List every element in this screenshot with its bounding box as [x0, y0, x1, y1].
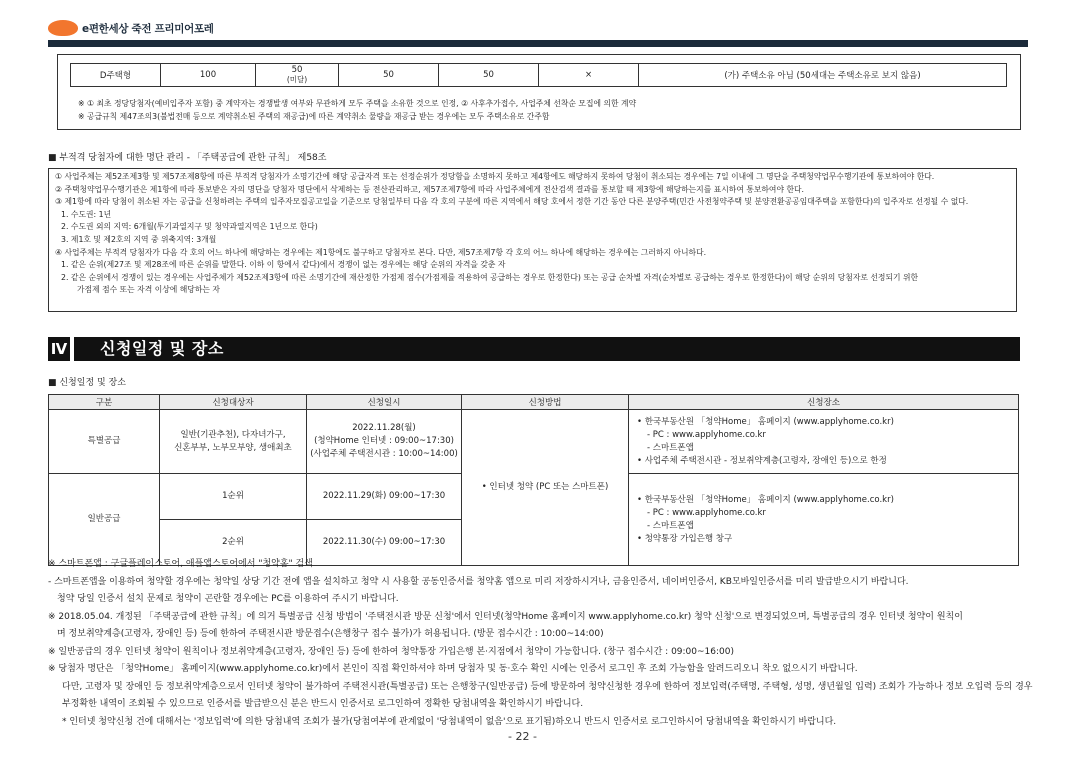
- note-line: ※ 스마트폰앱 : 구글플레이스토어, 애플앱스토어에서 "청약홈" 검색: [48, 559, 313, 569]
- column-header: 신청방법: [462, 395, 629, 410]
- header-divider-bar: [48, 40, 1028, 47]
- table-cell: [256, 64, 339, 87]
- cell-line: • 한국부동산원 「청약Home」 홈페이지 (www.applyhome.co.kr): [637, 416, 894, 427]
- rank2-date: 2022.11.30(수) 09:00~17:30: [307, 520, 462, 566]
- cell-line: - 스마트폰앱: [647, 442, 694, 453]
- general-supply-label: 일반공급: [49, 474, 160, 566]
- rule-subitem: 3. 제1호 및 제2호의 지역 중 위축지역: 3개월: [61, 234, 217, 244]
- cell-line: (청약Home 인터넷 : 09:00~17:30): [314, 436, 454, 446]
- eligibility-notes: [78, 97, 636, 123]
- note-line: ※ ① 최초 정당당첨자(예비입주자 포함) 중 계약자는 경쟁발생 여부와 무관하게 모두 주택을 소유한 것으로 인정, ② 사후추가접수, 사업주체 선착순 모집에 의한 계약: [78, 99, 637, 108]
- rule-section-title: ■ 부적격 당첨자에 대한 명단 관리 - 「주택공급에 관한 규칙」 제58조: [48, 153, 327, 163]
- table-cell: 50: [339, 64, 439, 87]
- special-supply-date: [307, 410, 462, 474]
- cell-subvalue: (미달): [286, 75, 308, 84]
- cell-line: 2022.11.28(월): [352, 423, 416, 433]
- special-supply-place: [629, 410, 1019, 474]
- cell-line: - 스마트폰앱: [647, 520, 694, 531]
- brand-logo-icon: [48, 20, 78, 36]
- cell-line: (사업주체 주택전시관 : 10:00~14:00): [310, 449, 458, 459]
- note-line: 부정확한 내역이 조회될 수 있으므로 인증서를 발급받으신 분은 반드시 인증서로 로그인하여 정확한 당첨내역을 확인하시기 바랍니다.: [62, 699, 584, 709]
- table-cell: D주택형: [71, 64, 161, 87]
- rule-item: ② 주택청약업무수행기관은 제1항에 따라 통보받은 자의 명단을 당첨자 명단에서 삭제하는 등 전산관리하고, 제57조제7항에 따라 사업주체에게 전산검색 결과를 통보할 때 제3항에 해당하는지를 표시하여 통보하여야 한다.: [55, 184, 805, 194]
- rule-item: ① 사업주체는 제52조제3항 및 제57조제8항에 따른 부적격 당첨자가 소명기간에 해당 공급자격 또는 선정순위가 정당함을 소명하지 못하고 제4항에도 해당하지 못하여 당첨이 취소되는 경우에는 7일 이내에 그 명단을 주택청약업무수행기관에 통보하여야 한다.: [55, 172, 935, 181]
- cell-line: 신혼부부, 노부모부양, 생애최초: [174, 442, 292, 453]
- chapter-number: Ⅳ: [48, 337, 70, 361]
- note-line: 다만, 고령자 및 장애인 등 정보취약계층으로서 인터넷 청약이 불가하여 주택전시관(특별공급) 또는 은행창구(일반공급) 등에 방문하여 청약신청한 경우에 한하여 정보입력(주택명, 주택형, 성명, 생년월일 입력) 조회가 가능하나 정보 오입력 등의 경우: [62, 681, 1033, 692]
- notes-block: [48, 556, 1033, 731]
- cell-line: • 한국부동산원 「청약Home」 홈페이지 (www.applyhome.co.kr): [637, 494, 894, 505]
- schedule-section-title: ■ 신청일정 및 장소: [48, 378, 126, 388]
- note-line: 며 정보취약계층(고령자, 장애인 등) 등에 한하여 주택전시관 방문접수(은행창구 접수 불가)가 허용됩니다. (방문 접수시간 : 10:00~14:00): [57, 629, 604, 639]
- note-line: ※ 2018.05.04. 개정된 「주택공급에 관한 규칙」에 의거 특별공급 신청 방법이 '주택전시관 방문 신청'에서 인터넷(청약Home 홈페이지 www.applyhome.co.kr) 청약 신청'으로 변경되었으며, 특별공급의 경우 인터넷 청약이 원칙이: [48, 611, 963, 622]
- cell-line: - PC : www.applyhome.co.kr: [647, 429, 766, 440]
- column-header: 신청대상자: [160, 395, 307, 410]
- special-supply-label: 특별공급: [49, 410, 160, 474]
- rule-subitem: 가점제 점수 또는 자격 이상에 해당하는 자: [77, 285, 220, 295]
- column-header: 구분: [49, 395, 160, 410]
- note-line: ※ 공급규칙 제47조의3(불법전매 등으로 계약취소된 주택의 재공급)에 따른 계약취소 물량을 재공급 받는 경우에는 모두 주택소유로 간주함: [78, 112, 550, 121]
- general-supply-place: [629, 474, 1019, 566]
- page-number: - 22 -: [508, 730, 537, 743]
- eligibility-box: [57, 54, 1021, 130]
- note-line: ※ 일반공급의 경우 인터넷 청약이 원칙이나 정보취약계층(고령자, 장애인 등) 등에 한하여 청약통장 가입은행 본·지점에서 청약이 가능합니다. (창구 접수시간 : 09:00~16:00): [48, 646, 735, 657]
- cell-line: • 사업주체 주택전시관 - 정보취약계층(고령자, 장애인 등)으로 한정: [637, 455, 887, 466]
- rank1-date: 2022.11.29(화) 09:00~17:30: [307, 474, 462, 520]
- schedule-table: [48, 394, 1019, 566]
- note-line: 청약 당일 인증서 설치 문제로 청약이 곤란할 경우에는 PC를 이용하여 주시기 바랍니다.: [57, 594, 399, 604]
- rule-subitem: 2. 같은 순위에서 경쟁이 있는 경우에는 사업주체가 제52조제3항에 따른 소명기간에 재산정한 가점제 점수(가점제를 적용하여 공급하는 경우로 한정한다) 또는 공급 순차별 자격(순차별로 공급하는 경우로 한정한다)이 해당 순위의 당첨자로 선정되기 위한: [61, 272, 919, 282]
- rule-item: ④ 사업주체는 부적격 당첨자가 다음 각 호의 어느 하나에 해당하는 경우에는 제1항에도 불구하고 당첨자로 본다. 다만, 제57조제7항 각 호의 어느 하나에 해당하는 경우에는 그러하지 아니하다.: [55, 247, 707, 257]
- cell-line: • 청약통장 가입은행 창구: [637, 533, 733, 544]
- cell-value: 50: [291, 65, 303, 75]
- cell-line: - PC : www.applyhome.co.kr: [647, 507, 766, 518]
- table-cell: ×: [539, 64, 639, 87]
- cell-line: 일반(기관추천), 다자녀가구,: [180, 429, 286, 440]
- note-line: ※ 당첨자 명단은 「청약Home」 홈페이지(www.applyhome.co.kr)에서 본인이 직접 확인하셔야 하며 당첨자 및 동·호수 확인 시에는 인증서 로그인 후 조회 가능함을 알려드리오니 착오 없으시기 바랍니다.: [48, 664, 858, 674]
- special-supply-target: [160, 410, 307, 474]
- column-header: 신청일시: [307, 395, 462, 410]
- apply-method: • 인터넷 청약 (PC 또는 스마트폰): [462, 410, 629, 566]
- table-cell: 50: [439, 64, 539, 87]
- eligibility-table: [70, 63, 1007, 87]
- rule-item: ③ 제1항에 따라 당첨이 취소된 자는 공급을 신청하려는 주택의 입주자모집공고일을 기준으로 당첨일부터 다음 각 호의 구분에 따른 지역에서 해당 호에서 정한 기간 동안 다른 분양주택(민간 사전청약주택 및 분양전환공공임대주택을 포함한다)의 입주자로 선정될 수 없다.: [55, 197, 969, 207]
- rank1-label: 1순위: [160, 474, 307, 520]
- document-header-title: e편한세상 죽전 프리미어포레: [82, 23, 214, 35]
- table-cell: (가) 주택소유 아님 (50세대는 주택소유로 보지 않음): [639, 64, 1007, 87]
- column-header: 신청장소: [629, 395, 1019, 410]
- table-cell: 100: [161, 64, 256, 87]
- table-header-row: [49, 395, 1019, 410]
- note-line: - 스마트폰앱을 이용하여 청약할 경우에는 청약일 상당 기간 전에 앱을 설치하고 청약 시 사용할 공동인증서를 청약홈 앱으로 미리 저장하시거나, 금융인증서, 네이버인증서, KB모바일인증서를 미리 발급받으시기 바랍니다.: [48, 576, 909, 587]
- note-line: * 인터넷 청약신청 건에 대해서는 '정보입력'에 의한 당첨내역 조회가 불가(당첨여부에 관계없이 '당첨내역이 없음'으로 표기됨)하오니 반드시 인증서로 로그인하시어 당첨내역을 확인하시기 바랍니다.: [62, 716, 837, 727]
- rule-subitem: 2. 수도권 외의 지역: 6개월(투기과열지구 및 청약과열지역은 1년으로 한다): [61, 222, 318, 232]
- rule-subitem: 1. 같은 순위(제27조 및 제28조에 따른 순위를 말한다. 이하 이 항에서 같다)에서 경쟁이 없는 경우에는 해당 순위의 자격을 갖춘 자: [61, 260, 506, 270]
- rule-box: [48, 168, 1017, 312]
- rank2-label: 2순위: [160, 520, 307, 566]
- table-row: [49, 410, 1019, 474]
- rule-subitem: 1. 수도권: 1년: [61, 209, 112, 219]
- table-row: [71, 64, 1007, 87]
- chapter-title: 신청일정 및 장소: [100, 339, 224, 358]
